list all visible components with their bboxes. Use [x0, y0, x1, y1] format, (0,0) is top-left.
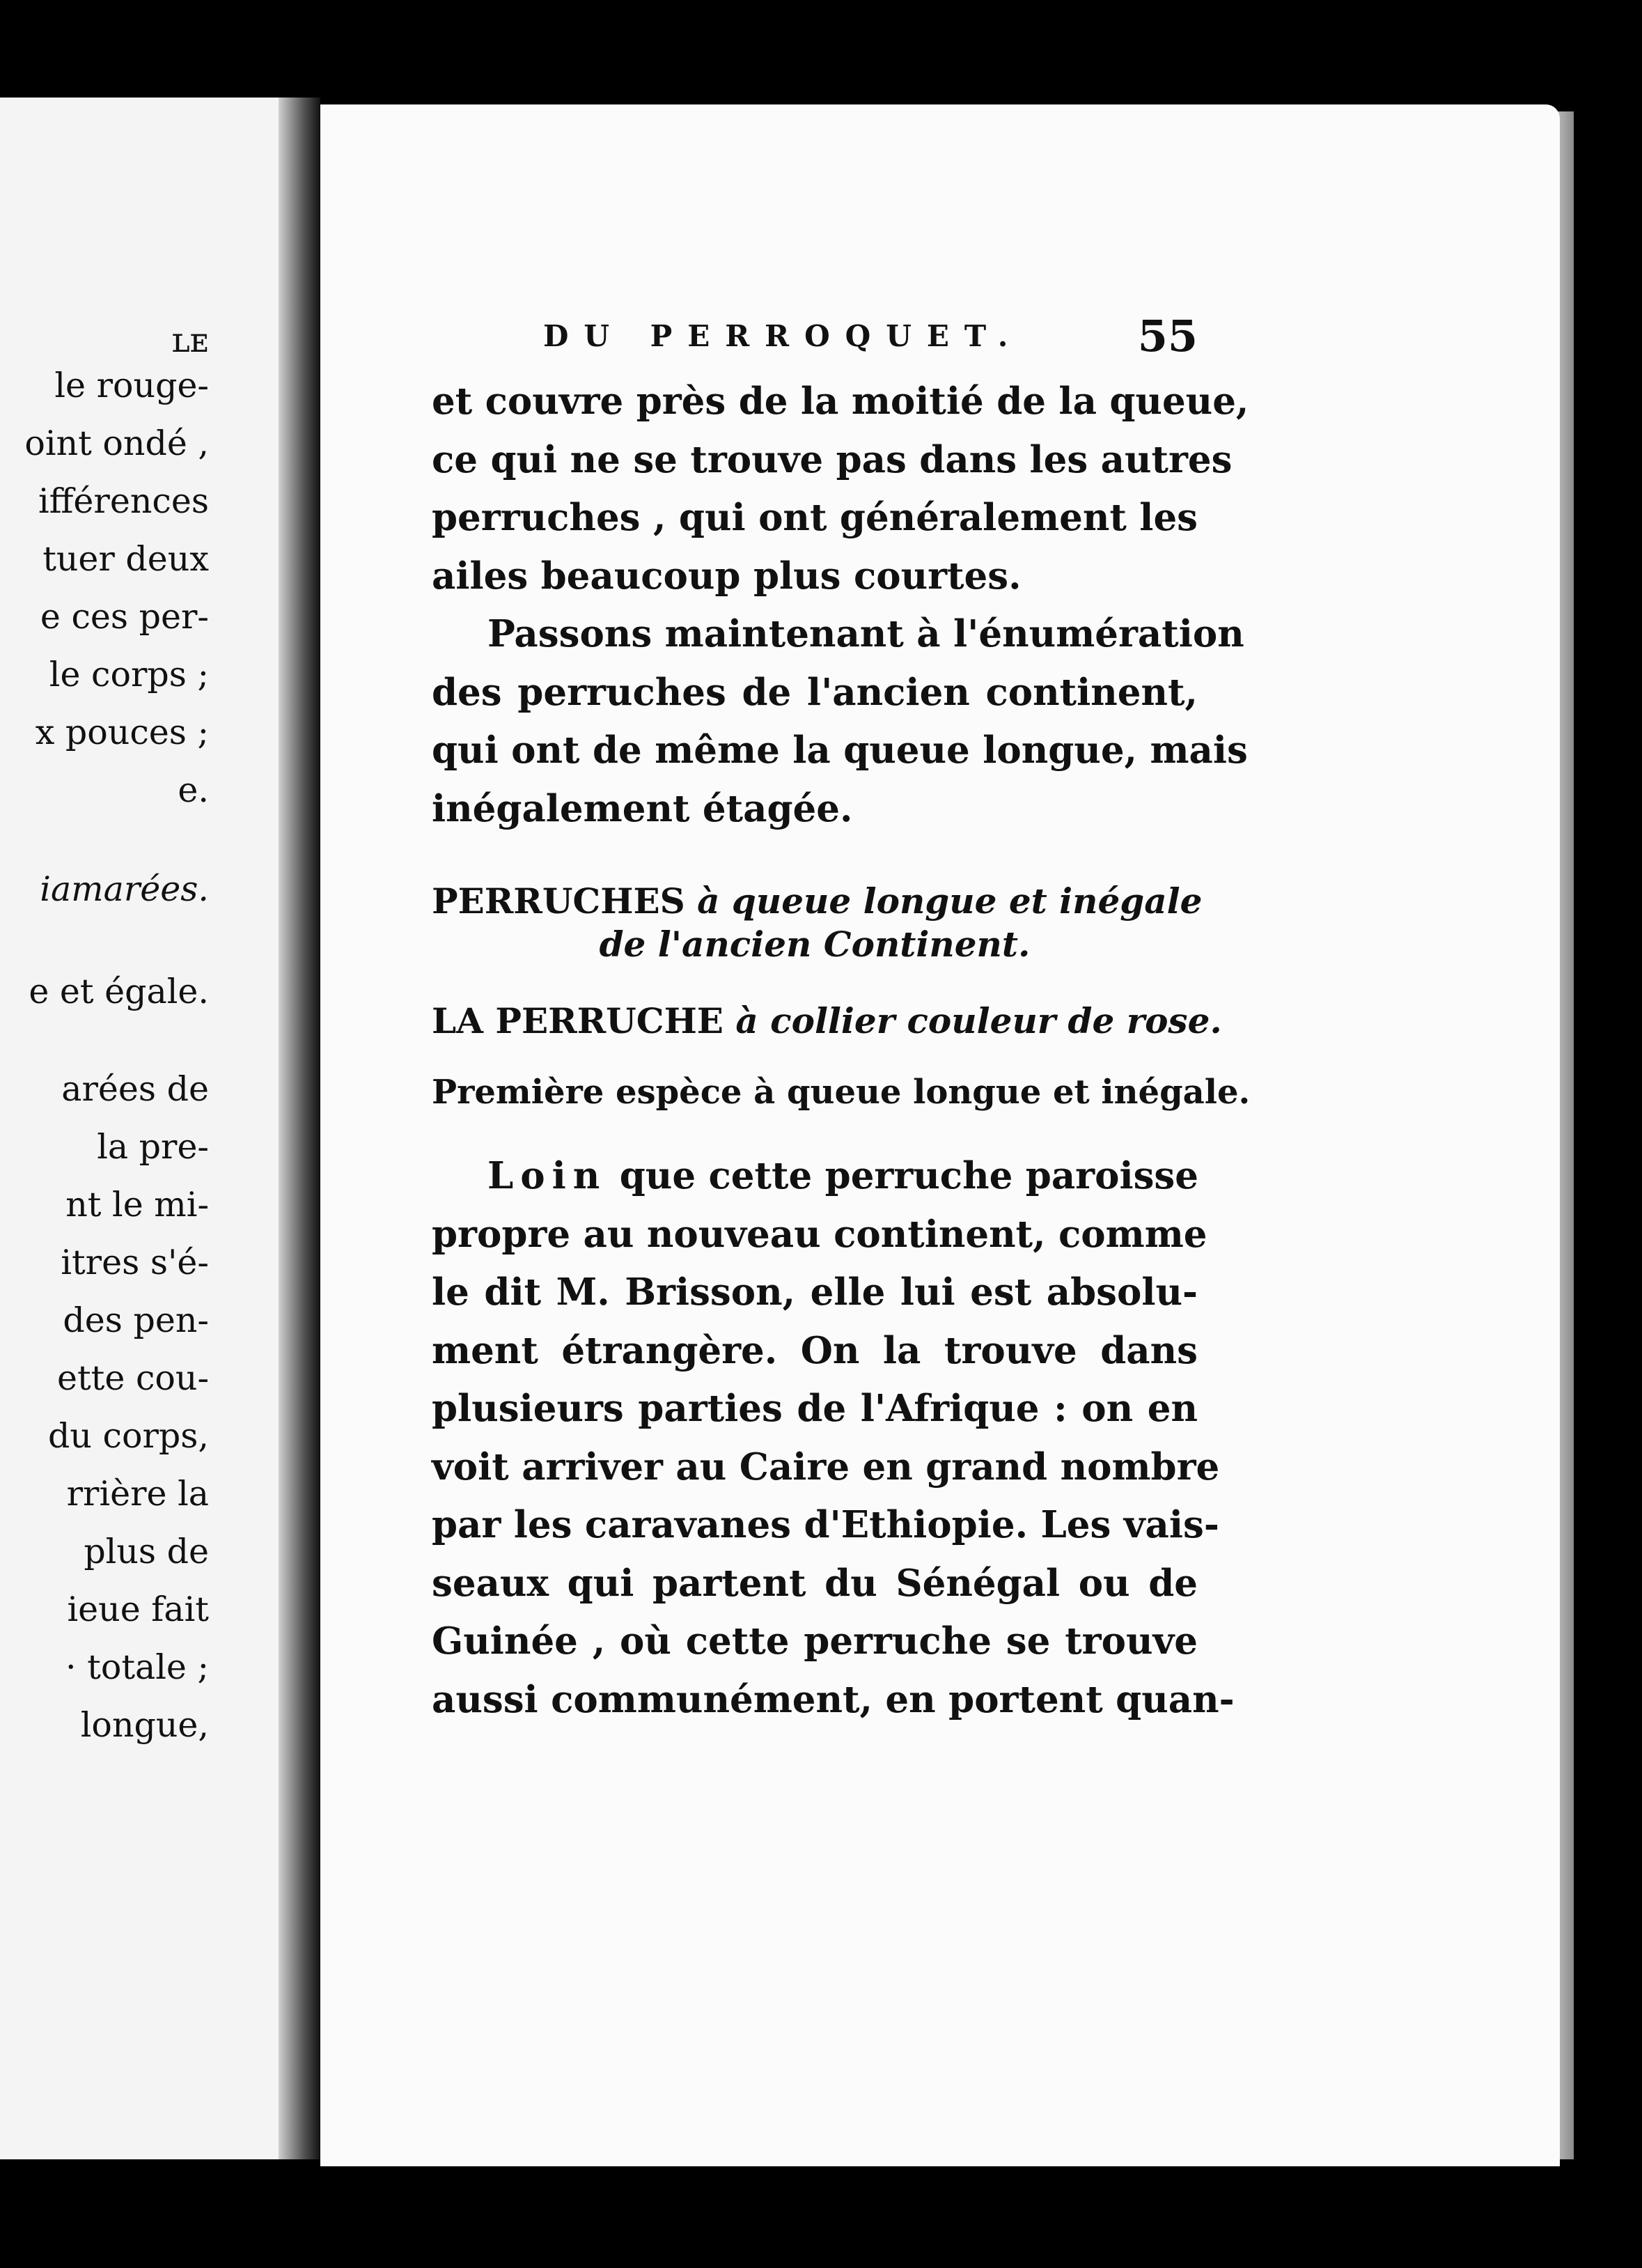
left-line: arées de	[61, 1069, 209, 1109]
section-heading-italic: de l'ancien Continent.	[599, 924, 1031, 965]
left-line: des pen-	[63, 1300, 209, 1340]
text-line: plusieurs parties de l'Afrique : on en	[432, 1387, 1198, 1430]
text-line: voit arriver au Caire en grand nombre	[432, 1445, 1220, 1489]
text-line: qui ont de même la queue longue, mais	[432, 729, 1248, 772]
text-line: ment étrangère. On la trouve dans	[432, 1328, 1198, 1372]
page-body	[432, 373, 1251, 1729]
lead-word: Loin	[487, 1154, 607, 1197]
left-line: oint ondé ,	[24, 424, 209, 463]
left-line: iamarées.	[40, 869, 209, 909]
left-line: le rouge-	[54, 366, 209, 405]
left-line: du corps,	[48, 1416, 209, 1456]
text-line: perruches , qui ont généralement les	[432, 496, 1198, 539]
species-title	[432, 1000, 1222, 1043]
paragraph	[432, 373, 1249, 605]
text-line: et couvre près de la moitié de la queue,	[432, 380, 1249, 423]
left-line: x pouces ;	[35, 713, 209, 752]
text-line: par les caravanes d'Ethiopie. Les vais-	[432, 1503, 1219, 1546]
species-title-caps: LA PERRUCHE	[432, 1000, 724, 1041]
text-line: ce qui ne se trouve pas dans les autres	[432, 437, 1233, 481]
text-line: des perruches de l'ancien continent,	[432, 670, 1198, 714]
left-line: e.	[178, 770, 209, 810]
left-line: itres s'é-	[61, 1243, 209, 1282]
running-title: DU PERROQUET.	[543, 319, 1024, 353]
page-number: 55	[1137, 311, 1198, 362]
text-line: aussi communément, en portent quan-	[432, 1677, 1235, 1721]
section-heading-italic: à queue longue et inégale	[697, 880, 1203, 922]
text-line: ailes beaucoup plus courtes.	[432, 554, 1022, 598]
left-line: nt le mi-	[65, 1185, 209, 1225]
left-line: e et égale.	[29, 972, 209, 1011]
left-line: ieue fait	[67, 1590, 209, 1629]
text-line-rest: que cette perruche paroisse	[619, 1154, 1198, 1197]
text-line: le dit M. Brisson, elle lui est absolu-	[432, 1271, 1198, 1314]
species-title-italic: à collier couleur de rose.	[735, 1000, 1222, 1041]
text-line: Guinée , où cette perruche se trouve	[432, 1620, 1198, 1663]
text-line: Passons maintenant à l'énumération	[487, 612, 1244, 655]
left-line: e ces per-	[40, 597, 209, 637]
left-line: rrière la	[66, 1474, 209, 1514]
left-line: le corps ;	[49, 655, 209, 694]
section-heading-caps: PERRUCHES	[432, 880, 685, 922]
page-header	[543, 313, 1198, 362]
paragraph	[432, 1147, 1235, 1729]
left-page	[0, 98, 310, 2159]
left-line: tuer deux	[42, 539, 209, 579]
left-line: ʟᴇ	[171, 320, 209, 360]
left-line: plus de	[84, 1532, 209, 1571]
text-line	[432, 1147, 1198, 1206]
text-line: inégalement étagée.	[432, 786, 853, 830]
book-gutter	[279, 98, 320, 2159]
left-line: ette cou-	[56, 1358, 209, 1398]
section-heading-line2	[432, 923, 1198, 966]
text-line: propre au nouveau continent, comme	[432, 1212, 1207, 1256]
left-line: longue,	[80, 1705, 209, 1745]
left-line: · totale ;	[65, 1647, 209, 1687]
species-subtitle: Première espèce à queue longue et inégale.	[432, 1073, 1251, 1112]
left-line: la pre-	[97, 1127, 209, 1167]
section-heading	[432, 880, 1203, 923]
paragraph	[432, 605, 1248, 838]
left-line: ifférences	[38, 481, 209, 521]
text-line: seaux qui partent du Sénégal ou de	[432, 1561, 1198, 1605]
